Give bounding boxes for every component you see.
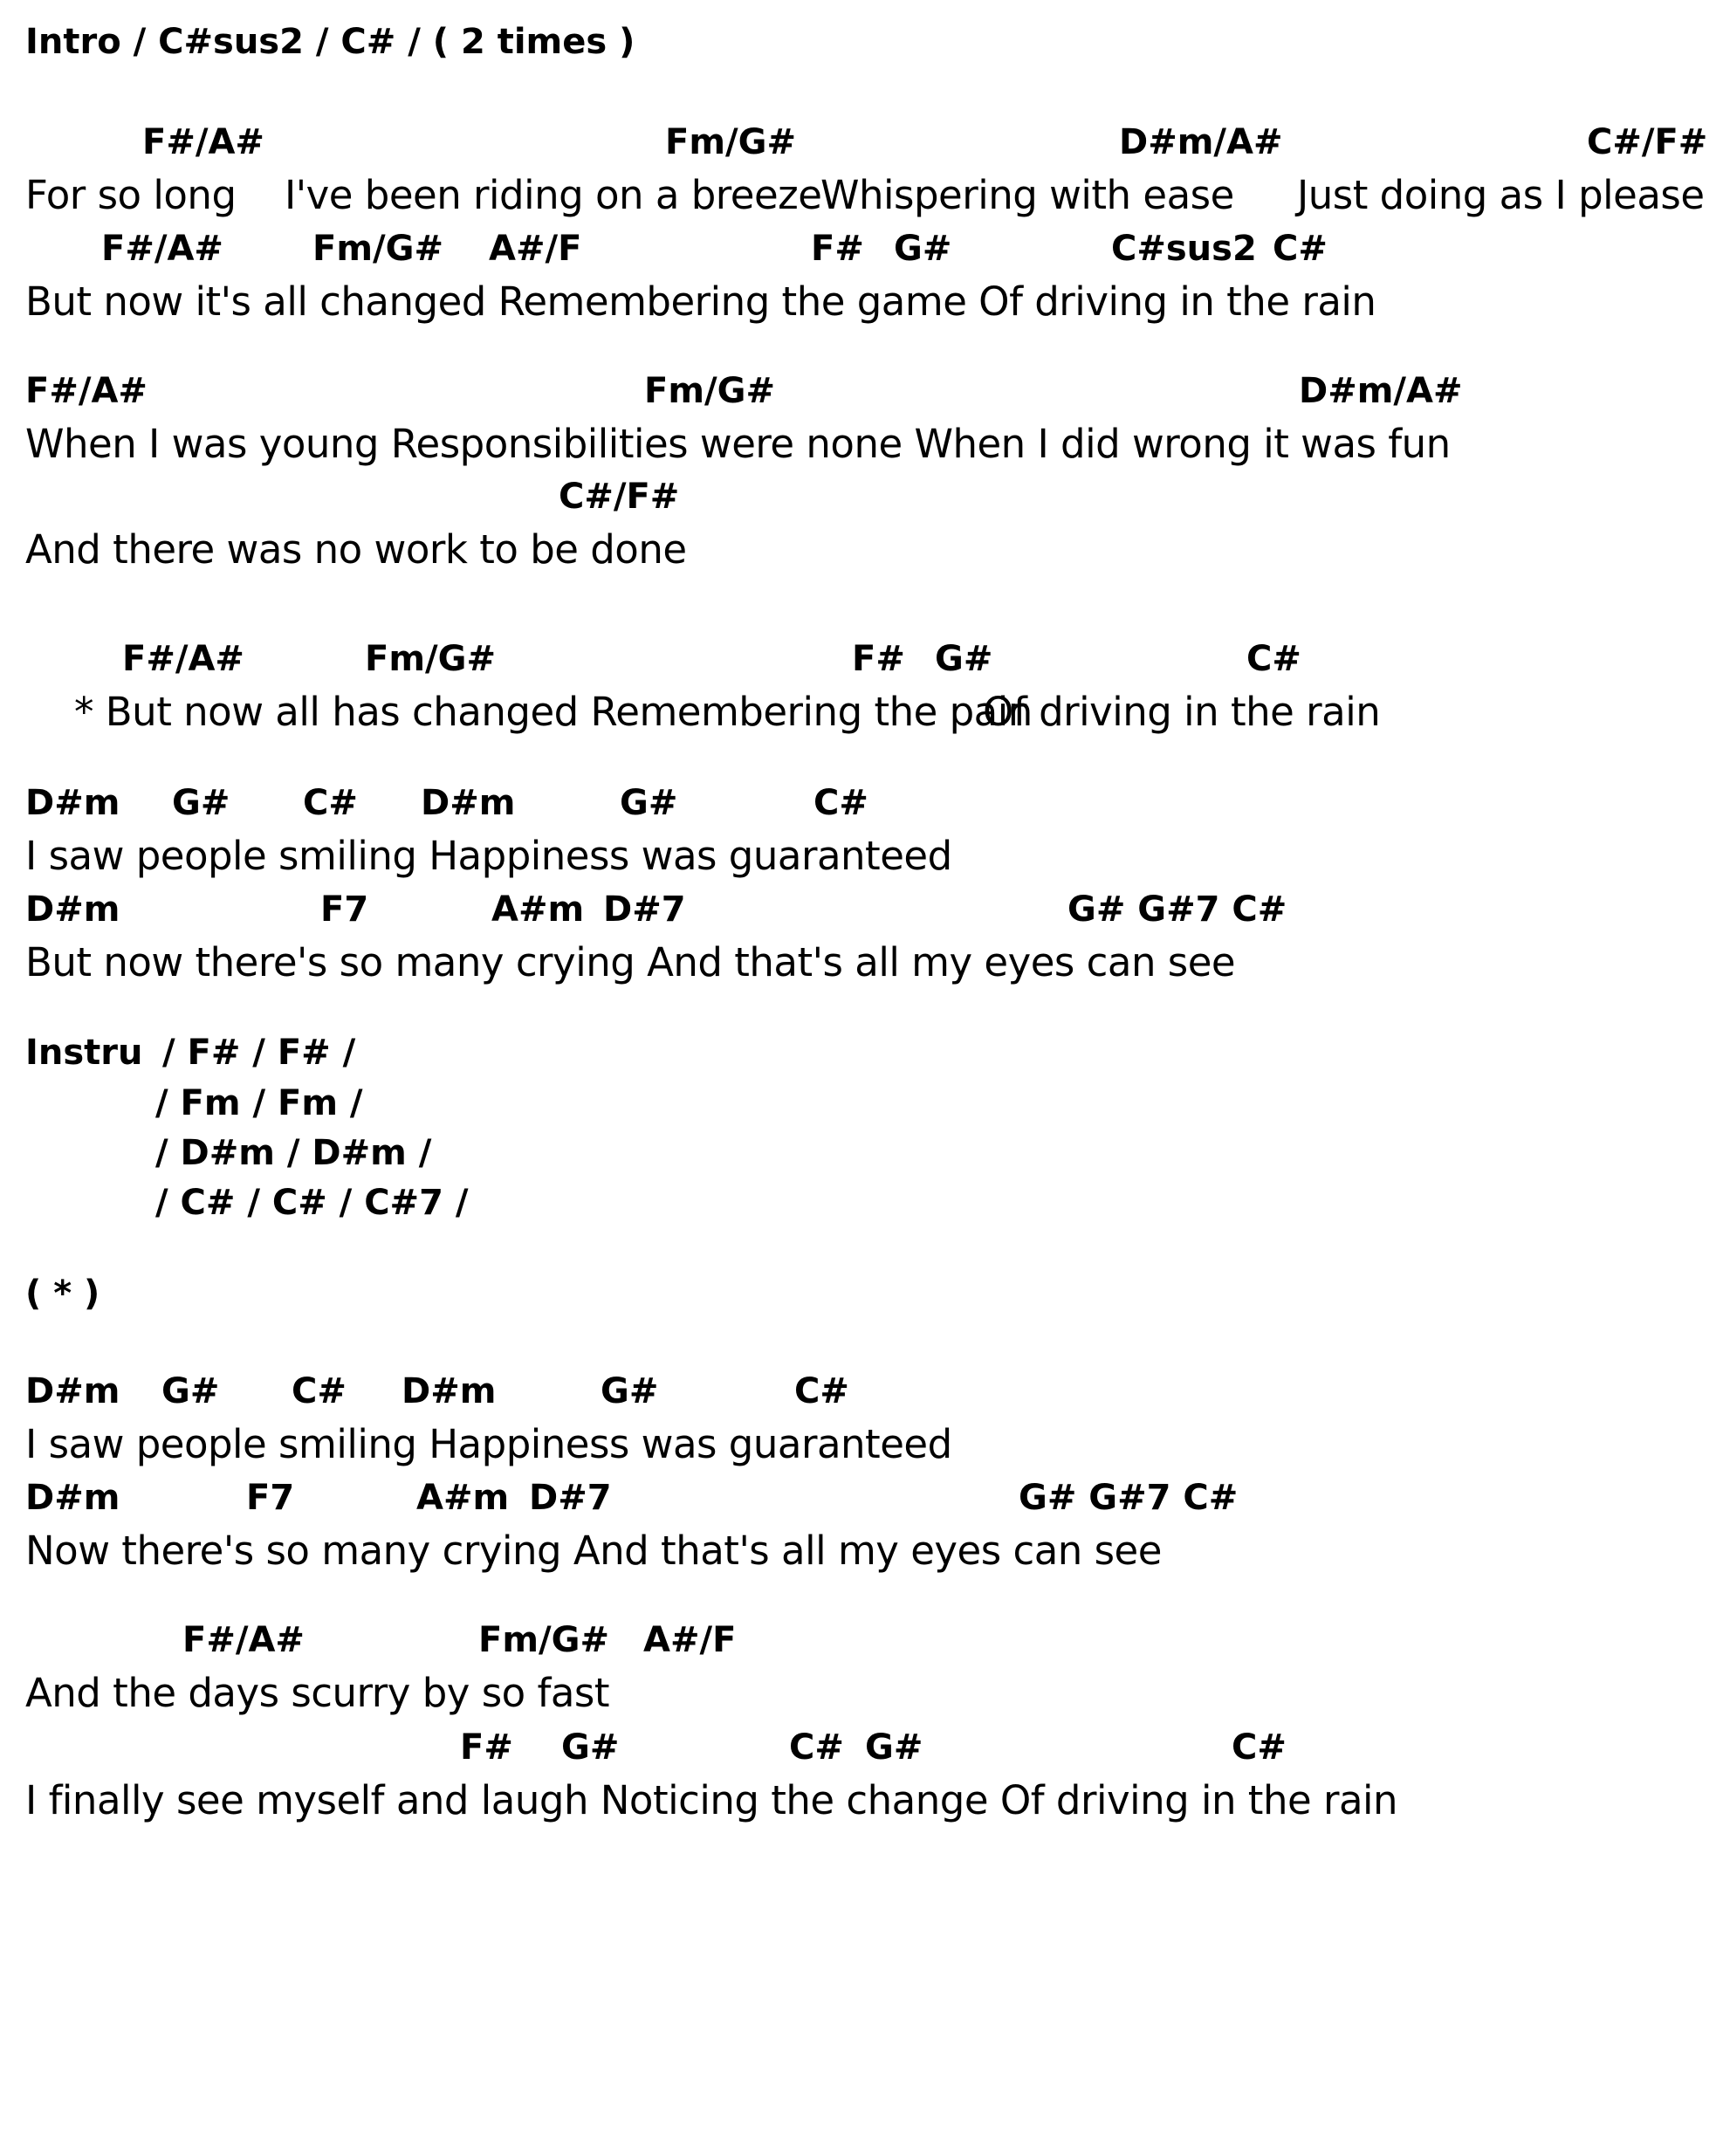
chord: F# <box>460 1727 513 1768</box>
chord: C# <box>789 1727 844 1768</box>
instru-label: Instru <box>25 1033 143 1073</box>
chord: F# <box>852 639 905 679</box>
lyric-segment: Whispering with ease <box>820 172 1234 218</box>
chord: Fm/G# <box>365 639 496 679</box>
chord: D#m <box>421 783 516 823</box>
lyric-segment: Just doing as I please <box>1297 172 1705 218</box>
chord: G# <box>172 783 230 823</box>
chord: G# <box>894 229 952 269</box>
chord: F#/A# <box>25 371 148 411</box>
chord: F#/A# <box>182 1620 305 1660</box>
chord: C# <box>1273 229 1328 269</box>
instru-row: / D#m / D#m / <box>155 1133 432 1173</box>
chord: F7 <box>246 1478 295 1518</box>
chord: A#m <box>491 889 585 930</box>
lyric-line: I finally see myself and laugh Noticing the change Of driving in the rain <box>25 1777 1398 1823</box>
lyric-line: But now there's so many crying And that's all my eyes can see <box>25 939 1236 985</box>
chord: Fm/G# <box>644 371 775 411</box>
instru-row: / C# / C# / C#7 / <box>155 1183 469 1223</box>
chord: G# <box>161 1371 220 1411</box>
chord: F7 <box>320 889 369 930</box>
lyric-segment: * But now all has changed Remembering the pain <box>74 689 1033 735</box>
chord: D#7 <box>529 1478 612 1518</box>
chord: D#m <box>25 1371 120 1411</box>
chord: F#/A# <box>122 639 244 679</box>
chord: G# G#7 C# <box>1019 1478 1239 1518</box>
chord: C#sus2 <box>1111 229 1257 269</box>
chord: G# <box>865 1727 923 1768</box>
lyric-segment: For so long <box>25 172 237 218</box>
chord: Fm/G# <box>312 229 443 269</box>
chord: G# <box>935 639 993 679</box>
lyric-line: When I was young Responsibilities were none When I did wrong it was fun <box>25 421 1451 467</box>
chord: D#7 <box>603 889 686 930</box>
intro-line: Intro / C#sus2 / C# / ( 2 times ) <box>25 22 635 62</box>
chord: D#m/A# <box>1299 371 1463 411</box>
chord: G# G#7 C# <box>1067 889 1287 930</box>
chord: G# <box>601 1371 659 1411</box>
chord: C#/F# <box>559 477 680 517</box>
lyric-line: Now there's so many crying And that's all my eyes can see <box>25 1528 1162 1574</box>
instru-row: / Fm / Fm / <box>155 1083 363 1123</box>
chord: D#m <box>25 1478 120 1518</box>
lyric-segment: I've been riding on a breeze <box>285 172 822 218</box>
chord: F#/A# <box>101 229 223 269</box>
chord: C# <box>303 783 358 823</box>
chord: C# <box>1232 1727 1287 1768</box>
chord: Fm/G# <box>665 122 796 162</box>
chord: C# <box>813 783 868 823</box>
chord: D#m/A# <box>1119 122 1283 162</box>
chord: D#m <box>25 783 120 823</box>
instru-row: / F# / F# / <box>162 1033 356 1073</box>
chord: A#/F <box>643 1620 737 1660</box>
lyric-line: I saw people smiling Happiness was guaranteed <box>25 833 952 879</box>
lyric-line: And there was no work to be done <box>25 526 687 573</box>
lyric-line: And the days scurry by so fast <box>25 1670 609 1716</box>
lyric-line: But now it's all changed Remembering the game Of driving in the rain <box>25 278 1376 325</box>
chord: Fm/G# <box>478 1620 609 1660</box>
lyric-segment: Of driving in the rain <box>983 689 1381 735</box>
chord: A#m <box>416 1478 510 1518</box>
chord: G# <box>561 1727 620 1768</box>
chord: D#m <box>25 889 120 930</box>
chord: G# <box>620 783 678 823</box>
chord: C# <box>292 1371 347 1411</box>
chord: C# <box>1246 639 1301 679</box>
repeat-marker: ( * ) <box>25 1274 100 1314</box>
chord: C#/F# <box>1587 122 1708 162</box>
chord: A#/F <box>489 229 582 269</box>
chord: C# <box>794 1371 849 1411</box>
chord: D#m <box>402 1371 497 1411</box>
chord: F# <box>811 229 864 269</box>
lyric-line: I saw people smiling Happiness was guaranteed <box>25 1421 952 1467</box>
chord: F#/A# <box>142 122 264 162</box>
